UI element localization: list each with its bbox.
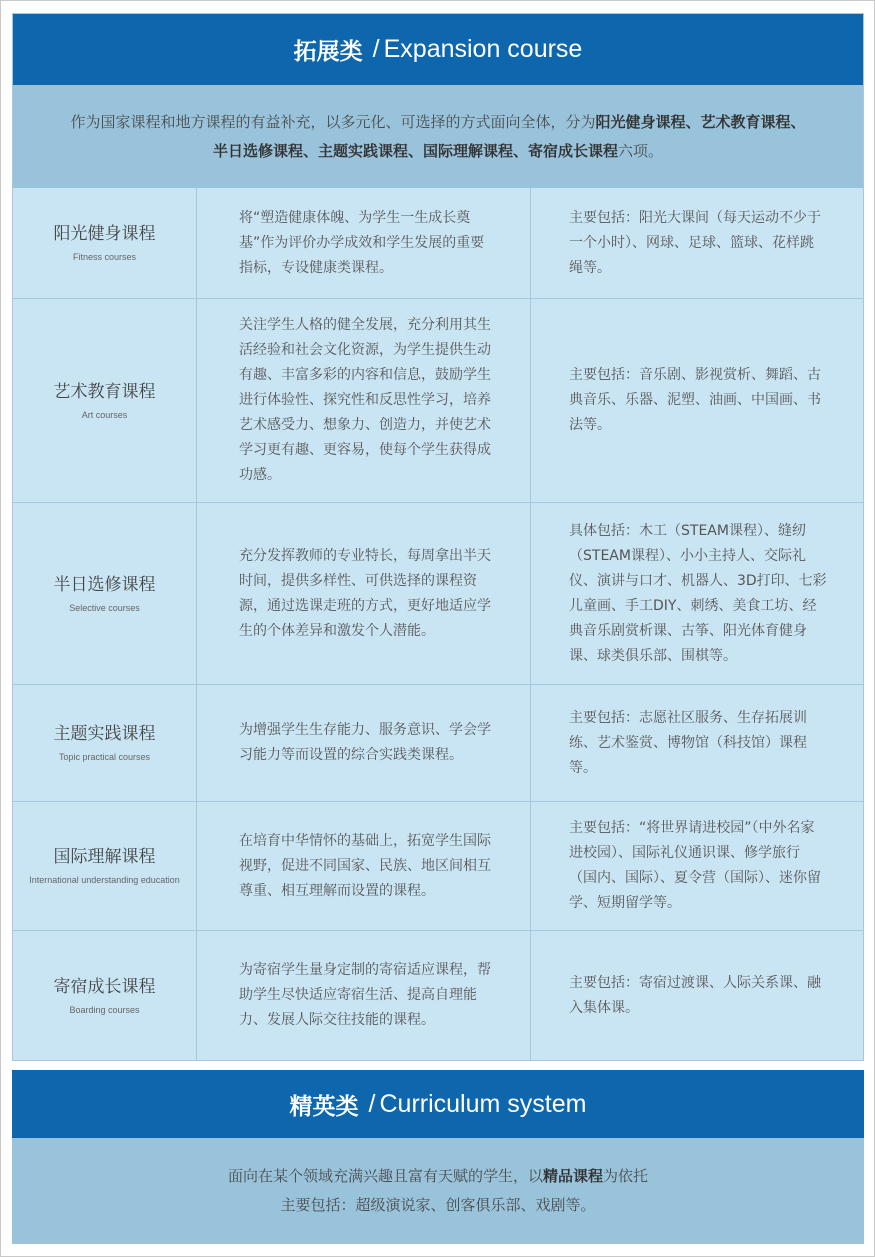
course-content: 具体包括：木工（STEAM课程）、缝纫（STEAM课程）、小小主持人、交际礼仪、演讲与口才、机器人、3D打印、七彩儿童画、手工DIY、刺绣、美食工坊、经典音乐剧赏析课、古筝、阳光体育健身课、球类俱乐部、围棋等。 — [569, 522, 827, 664]
course-name-en: Art courses — [81, 409, 128, 420]
course-name-en: Fitness courses — [72, 252, 137, 262]
course-desc: 在培育中华情怀的基础上，拓宽学生国际视野，促进不同国家、民族、地区间相互尊重、相互理解而设置的课程。 — [197, 802, 531, 930]
course-name-cell — [13, 931, 197, 1060]
course-desc: 将“塑造健康体魄、为学生一生成长奠基”作为评价办学成效和学生发展的重要指标，专设健康类课程。 — [197, 188, 531, 298]
course-content: 主要包括：“将世界请进校园”（中外名家进校园）、国际礼仪通识课、修学旅行（国内、国际）、夏令营（国际）、迷你留学、短期留学等。 — [569, 820, 821, 911]
course-name-en: Boarding courses — [69, 1004, 140, 1015]
course-desc: 为寄宿学生量身定制的寄宿适应课程，帮助学生尽快适应寄宿生活、提高自理能力、发展人际交往技能的课程。 — [197, 931, 531, 1060]
course-desc: 充分发挥教师的专业特长，每周拿出半天时间，提供多样性、可供选择的课程资源，通过选课走班的方式，更好地适应学生的个体差异和激发个人潜能。 — [197, 503, 531, 684]
elite-section — [12, 1070, 864, 1244]
elite-title-sep: / — [368, 1089, 376, 1118]
elite-line-2: 主要包括：超级演说家、创客俱乐部、戏剧等。 — [280, 1196, 596, 1214]
course-name-zh: 艺术教育课程 — [53, 381, 156, 402]
elite-title-zh: 精英类 — [289, 1093, 359, 1120]
table-row — [13, 502, 863, 684]
elite-line1-before: 面向在某个领域充满兴趣且富有天赋的学生，以 — [227, 1167, 543, 1185]
table-row — [13, 684, 863, 801]
course-name-en: International understanding education — [29, 875, 180, 885]
course-name-zh: 半日选修课程 — [53, 574, 156, 595]
course-name-cell — [13, 802, 197, 930]
course-desc: 为增强学生生存能力、服务意识、学会学习能力等而设置的综合实践类课程。 — [197, 685, 531, 801]
course-name-zh: 阳光健身课程 — [53, 224, 156, 244]
table-row — [13, 188, 863, 298]
expansion-intro — [13, 85, 863, 188]
table-row — [13, 298, 863, 502]
expansion-section — [12, 13, 864, 1061]
elite-line1-bold: 精品课程 — [542, 1167, 603, 1185]
course-name-zh: 寄宿成长课程 — [53, 976, 156, 997]
elite-line-1 — [228, 1162, 648, 1191]
elite-intro — [12, 1138, 864, 1244]
course-name-cell — [13, 685, 197, 801]
course-desc: 关注学生人格的健全发展，充分利用其生活经验和社会文化资源，为学生提供生动有趣、丰富多彩的内容和信息，鼓励学生进行体验性、探究性和反思性学习，培养艺术感受力、想象力、创造力，并使艺术学习更有趣、更容易，使每个学生获得成功感。 — [197, 299, 531, 502]
course-content: 主要包括：音乐剧、影视赏析、舞蹈、古典音乐、乐器、泥塑、油画、中国画、书法等。 — [569, 367, 821, 433]
course-name-cell — [13, 188, 197, 298]
course-name-en: Topic practical courses — [58, 752, 151, 762]
course-name-zh: 主题实践课程 — [53, 724, 156, 744]
expansion-title-sep: / — [372, 35, 380, 63]
elite-header — [12, 1070, 864, 1138]
elite-title-en: Curriculum system — [379, 1089, 587, 1118]
intro-text-after: 六项。 — [618, 141, 664, 160]
course-name-zh: 国际理解课程 — [53, 847, 156, 867]
course-content: 主要包括：阳光大课间（每天运动不少于一个小时）、网球、足球、篮球、花样跳绳等。 — [569, 209, 821, 276]
expansion-intro-text — [63, 108, 813, 166]
expansion-title-en: Expansion course — [383, 35, 583, 63]
course-content: 主要包括：志愿社区服务、生存拓展训练、艺术鉴赏、博物馆（科技馆）课程等。 — [569, 709, 807, 776]
course-name-en: Selective courses — [69, 602, 140, 613]
course-name-cell — [13, 299, 197, 502]
course-content: 主要包括：寄宿过渡课、人际关系课、融入集体课。 — [569, 974, 821, 1016]
expansion-title-zh: 拓展类 — [293, 39, 363, 65]
table-row — [13, 930, 863, 1060]
expansion-header — [13, 14, 863, 85]
elite-line1-after: 为依托 — [603, 1167, 649, 1185]
intro-text-bold: 阳光健身课程、艺术教育课程、半日选修课程、主题实践课程、国际理解课程、寄宿成长课程 — [212, 112, 806, 160]
elite-intro-text — [228, 1162, 648, 1220]
expansion-table — [13, 188, 863, 1060]
intro-text-before: 作为国家课程和地方课程的有益补充，以多元化、可选择的方式面向全体，分为 — [70, 112, 596, 131]
table-row — [13, 801, 863, 930]
course-name-cell — [13, 503, 197, 684]
